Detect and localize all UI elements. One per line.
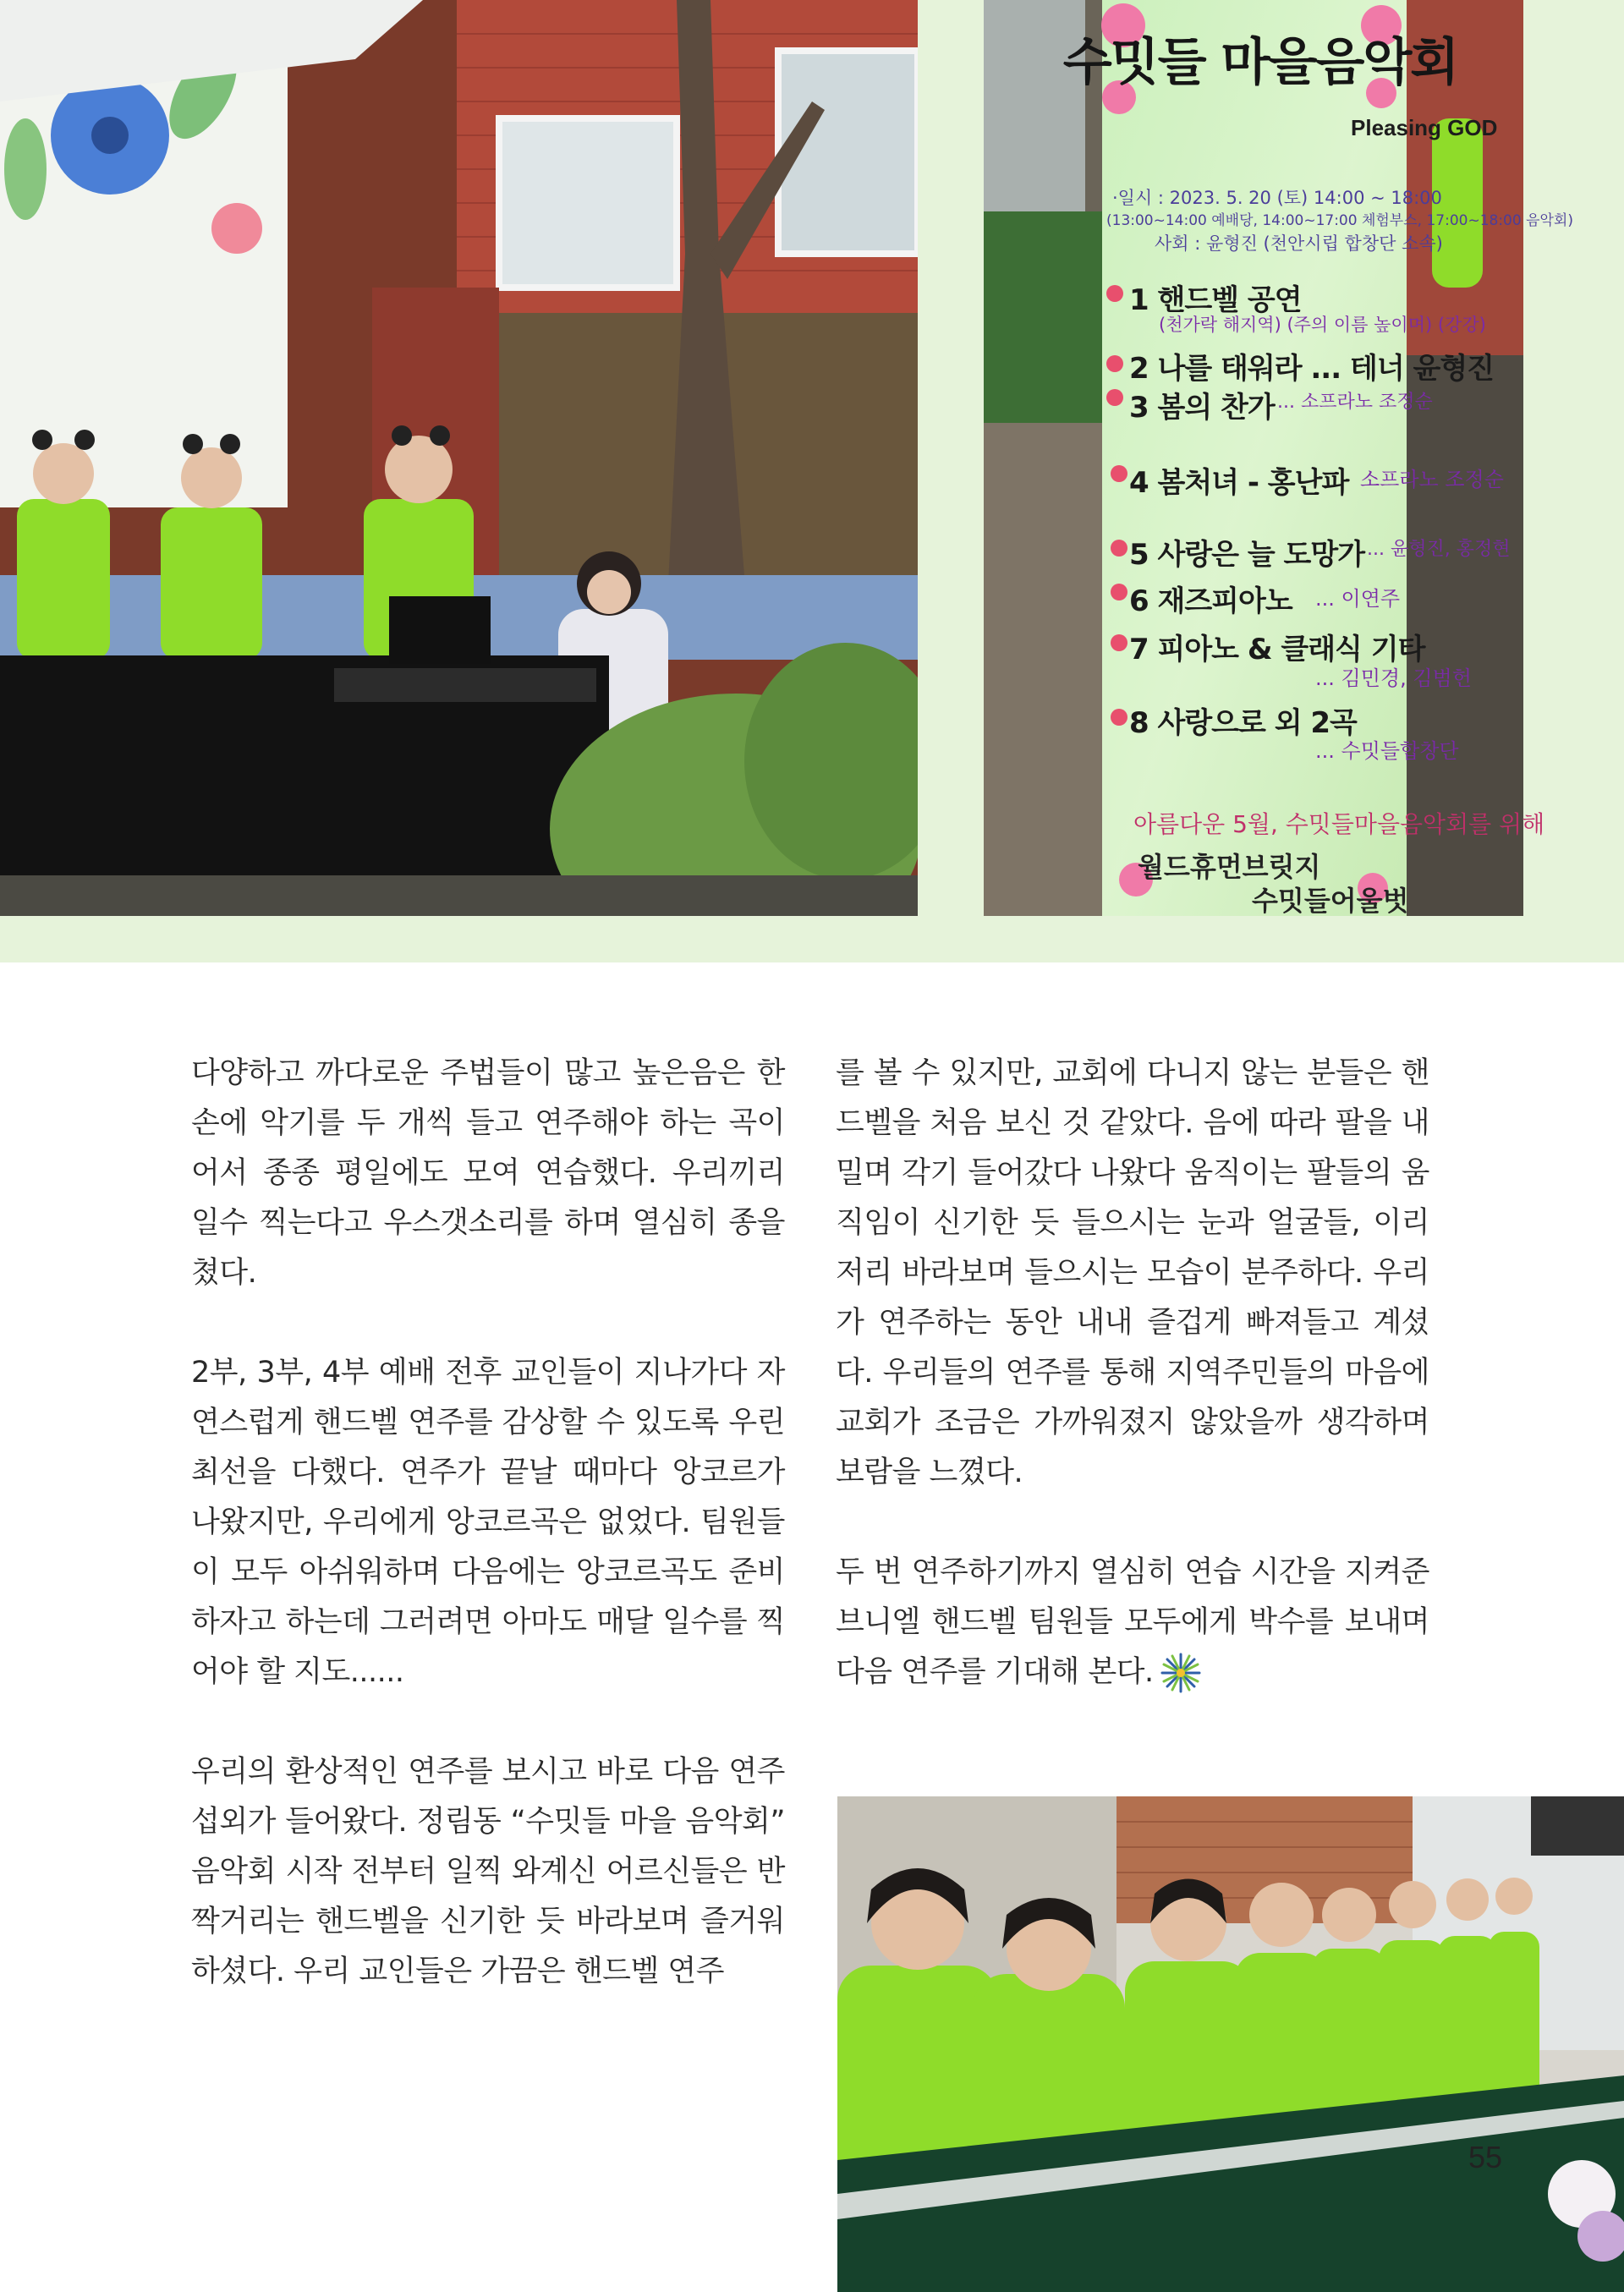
article-paragraph-final <box>836 1548 1429 1697</box>
article-paragraph: 다양하고 까다로운 주법들이 많고 높은음은 한 손에 악기를 두 개씩 들고 연주해야 하는 곡이어서 종종 평일에도 모여 연습했다. 우리끼리 일수 찍는다고 우스갯소리를 하며 열심히 종을 쳤다. <box>191 1056 785 1290</box>
program-credit: (천가락 해지역) (주의 이름 높이며) (강강) <box>1159 315 1486 335</box>
banner-info-line: 사회 : 윤형진 (천안시립 합창단 소속) <box>1155 233 1443 254</box>
program-item: 8 사랑으로 외 2곡 <box>1129 706 1357 740</box>
program-item: 7 피아노 & 클래식 기타 <box>1129 633 1425 666</box>
banner-footer-line: 월드휴먼브릿지 <box>1138 851 1321 883</box>
program-credit: ... 윤형진, 홍정현 <box>1367 539 1511 560</box>
program-credit: ... 이연주 <box>1315 587 1401 611</box>
article-paragraph-text: 두 번 연주하기까지 열심히 연습 시간을 지켜준 브니엘 핸드벨 팀원들 모두에게 박수를 보내며 다음 연주를 기대해 본다. <box>836 1555 1429 1689</box>
article-column-right <box>836 1049 1429 1697</box>
end-mark-icon <box>1159 1651 1203 1695</box>
program-item: 4 봄처녀 - 홍난파 <box>1129 466 1349 500</box>
program-item: 6 재즈피아노 <box>1129 584 1292 618</box>
program-item: 5 사랑은 늘 도망가 <box>1129 538 1365 572</box>
handbell-team-photo <box>837 1796 1624 2292</box>
banner-title: 수밋들 마을음악회 <box>1062 33 1458 92</box>
stage-performance-photo <box>0 0 918 916</box>
article-paragraph: 우리의 환상적인 연주를 보시고 바로 다음 연주 섭외가 들어왔다. 정림동 “수밋들 마을 음악회” 음악회 시작 전부터 일찍 와계신 어르신들은 반짝거리는 핸드벨을 신기한 듯 바라보며 즐거워하셨다. 우리 교인들은 가끔은 핸드벨 연주 <box>191 1755 785 1988</box>
article-paragraph: 를 볼 수 있지만, 교회에 다니지 않는 분들은 핸드벨을 처음 보신 것 같았다. 음에 따라 팔을 내밀며 각기 들어갔다 나왔다 움직이는 팔들의 움직임이 신기한 듯 들으시는 눈과 얼굴들, 이리저리 바라보며 들으시는 모습이 분주하다. 우리가 연주하는 동안 내내 즐겁게 빠져들고 계셨다. 우리들의 연주를 통해 지역주민들의 마음에 교회가 조금은 가까워졌지 않았을까 생각하며 보람을 느꼈다. <box>836 1056 1429 1489</box>
banner-info-line: (13:00~14:00 예배당, 14:00~17:00 체험부스, 17:00~18:00 음악회) <box>1106 212 1573 229</box>
program-item: 2 나를 태워라 ... 테너 윤형진 <box>1129 352 1495 386</box>
program-credit: 소프라노 조정순 <box>1360 468 1504 491</box>
program-item: 3 봄의 찬가 <box>1129 391 1275 425</box>
page-number: 55 <box>1468 2140 1503 2174</box>
banner-footer-line: 아름다운 5월, 수밋들마을음악회를 위해 <box>1133 810 1545 838</box>
banner-info-line: ·일시 : 2023. 5. 20 (토) 14:00 ~ 18:00 <box>1112 188 1442 208</box>
banner-footer-line: 수밋들어울벗 <box>1252 885 1409 917</box>
program-item: 1 핸드벨 공연 <box>1129 283 1302 317</box>
program-credit: ... 수밋들합창단 <box>1315 739 1459 763</box>
program-credit: ... 김민경, 김범헌 <box>1315 666 1472 690</box>
article-column-left <box>191 1049 785 1997</box>
program-credit: ... 소프라노 조정순 <box>1277 392 1433 413</box>
article-paragraph: 2부, 3부, 4부 예배 전후 교인들이 지나가다 자연스럽게 핸드벨 연주를 감상할 수 있도록 우린 최선을 다했다. 연주가 끝날 때마다 앙코르가 나왔지만, 우리에게 앙코르곡은 없었다. 팀원들이 모두 아쉬워하며 다음에는 앙코르곡도 준비하자고 하는데 그러려면 아마도 매달 일수를 찍어야 할 지도...... <box>191 1356 785 1689</box>
banner-subtitle: Pleasing GOD <box>1351 115 1498 140</box>
